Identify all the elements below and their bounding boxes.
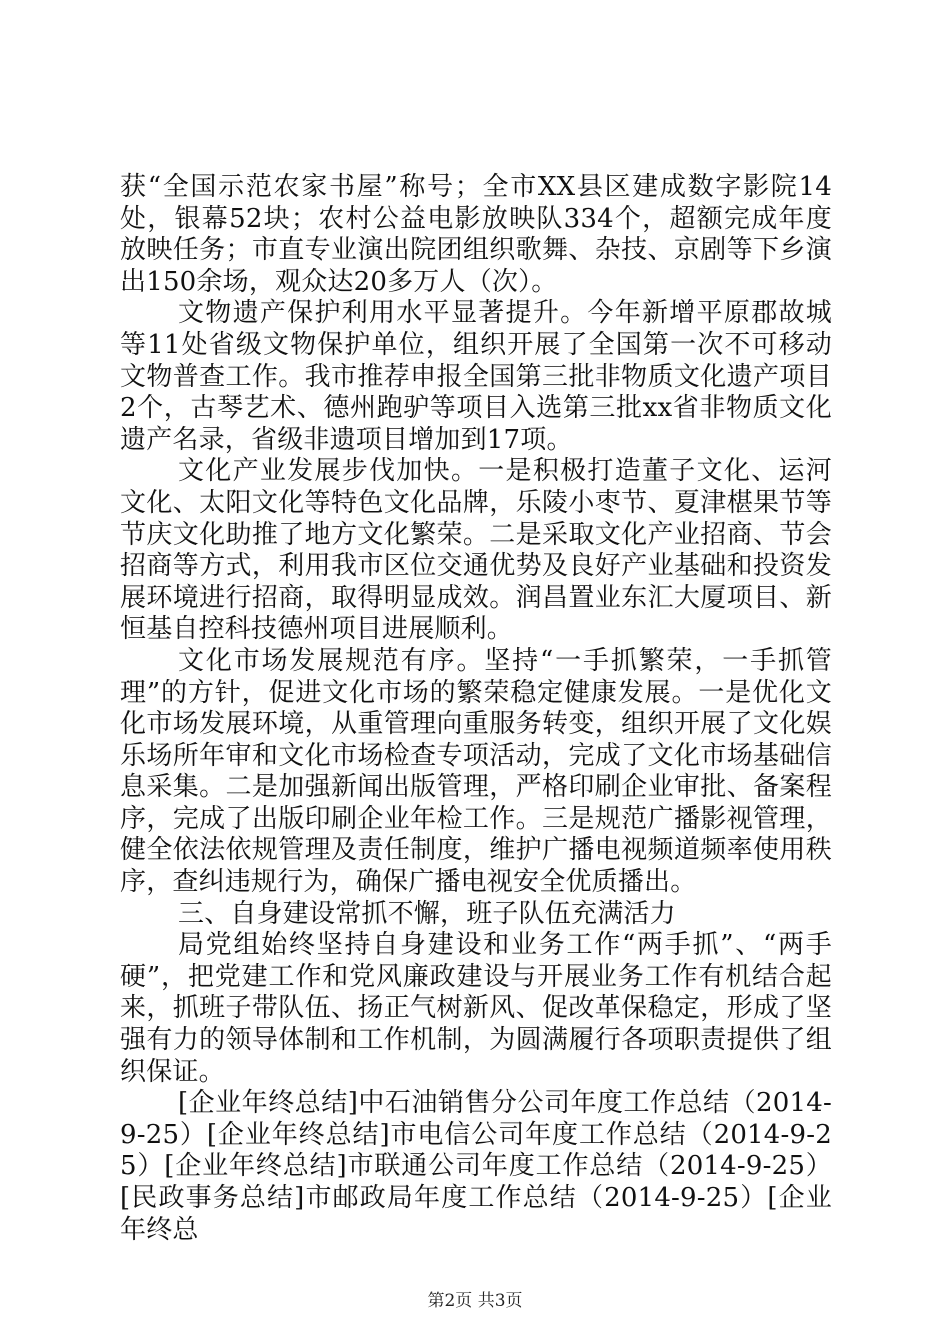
section-heading: 三、自身建设常抓不懈，班子队伍充满活力: [178, 898, 676, 929]
document-body: [120, 172, 832, 1246]
paragraph-heritage: 文物遗产保护利用水平显著提升。今年新增平原郡故城等11处省级文物保护单位，组织开展了全国第一次不可移动文物普查工作。我市推荐申报全国第三批非物质文化遗产项目2个，古琴艺术、德州跑驴等项目入选第三批xx省非物质文化遗产名录，省级非遗项目增加到17项。: [120, 298, 832, 455]
page-number: 第2页 共3页: [427, 1291, 523, 1311]
paragraph-culture-industry: 文化产业发展步伐加快。一是积极打造董子文化、运河文化、太阳文化等特色文化品牌，乐陵小枣节、夏津椹果节等节庆文化助推了地方文化繁荣。二是采取文化产业招商、节会招商等方式，利用我市区位交通优势及良好产业基础和投资发展环境进行招商，取得明显成效。润昌置业东汇大厦项目、新恒基自控科技德州项目进展顺利。: [120, 456, 832, 645]
paragraph-related-links: [企业年终总结]中石油销售分公司年度工作总结（2014-9-25）[企业年终总结]市电信公司年度工作总结（2014-9-25）[企业年终总结]市联通公司年度工作总结（2014-9-25）[民政事务总结]市邮政局年度工作总结（2014-9-25）[企业年终总: [120, 1088, 832, 1245]
paragraph-continuation: 获“全国示范农家书屋”称号；全市XX县区建成数字影院14处，银幕52块；农村公益电影放映队334个，超额完成年度放映任务；市直专业演出院团组织歌舞、杂技、京剧等下乡演出150余场，观众达20多万人（次）。: [120, 172, 832, 297]
paragraph-party-building: 局党组始终坚持自身建设和业务工作“两手抓”、“两手硬”，把党建工作和党风廉政建设与开展业务工作有机结合起来，抓班子带队伍、扬正气树新风、促改革保稳定，形成了坚强有力的领导体制和工作机制，为圆满履行各项职责提供了组织保证。: [120, 930, 832, 1087]
paragraph-culture-market: 文化市场发展规范有序。坚持“一手抓繁荣，一手抓管理”的方针，促进文化市场的繁荣稳定健康发展。一是优化文化市场发展环境，从重管理向重服务转变，组织开展了文化娱乐场所年审和文化市场检查专项活动，完成了文化市场基础信息采集。二是加强新闻出版管理，严格印刷企业审批、备案程序，完成了出版印刷企业年检工作。三是规范广播影视管理，健全依法依规管理及责任制度，维护广播电视频道频率使用秩序，查纠违规行为，确保广播电视安全优质播出。: [120, 645, 832, 898]
